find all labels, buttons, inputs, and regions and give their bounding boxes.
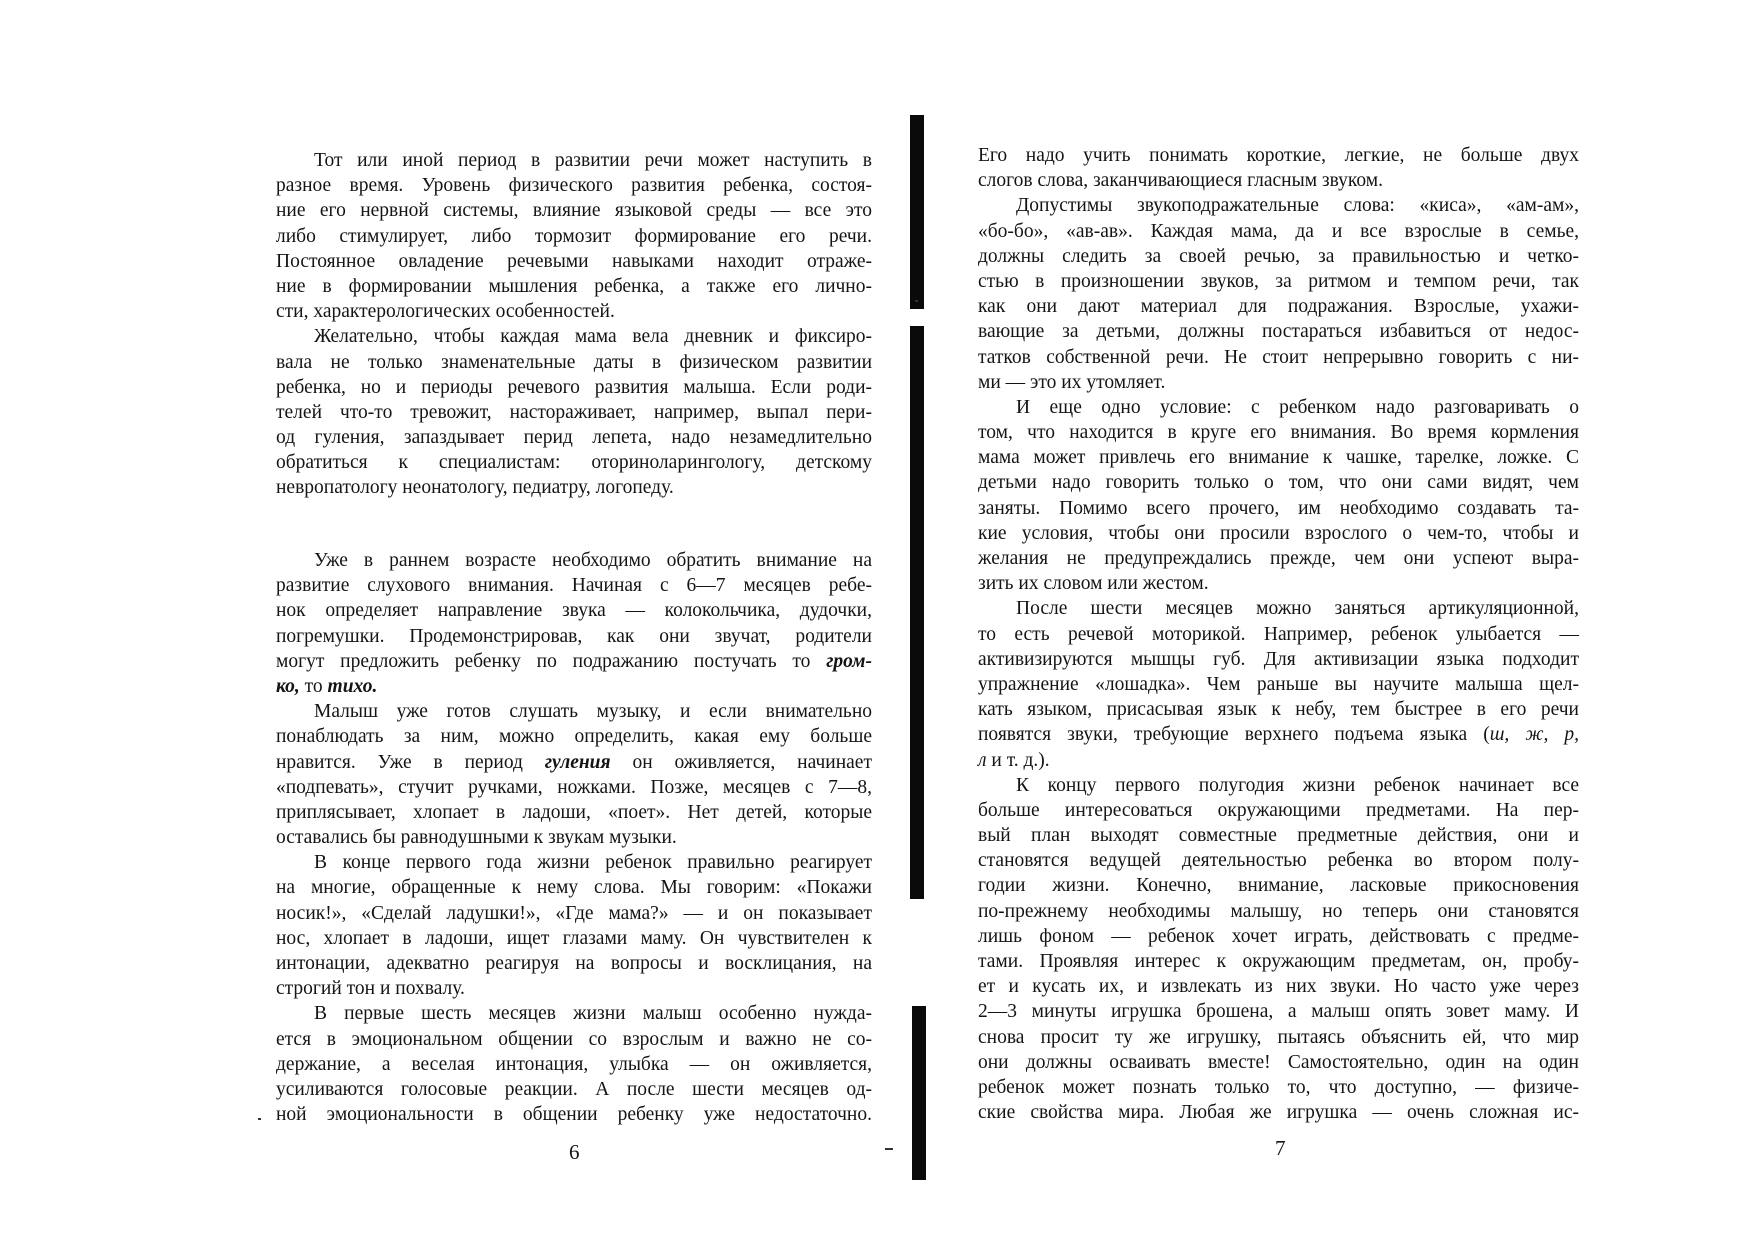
text-line: носик!», «Сделай ладушки!», «Где мама?» — и он показывает: [276, 902, 872, 924]
text-line: Допустимы звукоподражательные слова: «киса», «ам-ам»,: [1016, 195, 1579, 217]
text-line: по-прежнему необходимы малышу, но теперь они становятся: [978, 900, 1579, 922]
text-line: как они дают материал для подражания. Взрослые, ухажи-: [978, 296, 1579, 318]
text-line: ребенка, но и периоды речевого развития малыша. Если роди-: [276, 376, 872, 398]
text-line: должны следить за своей речью, за правильностью и четко-: [978, 245, 1579, 267]
text-line: кие условия, чтобы они просили взрослого о чем-то, чтобы и: [978, 522, 1579, 544]
text-line: погремушки. Продемонстрировав, как они звучат, родители: [276, 625, 872, 647]
text-line: приплясывает, хлопает в ладоши, «поет». Нет детей, которые: [276, 801, 872, 823]
text-line: годии жизни. Конечно, внимание, ласковые прикосновения: [978, 875, 1579, 897]
text-line: И еще одно условие: с ребенком надо разговаривать о: [1016, 396, 1579, 418]
text-line: усиливаются голосовые реакции. А после шести месяцев од-: [276, 1078, 872, 1100]
text-line: К концу первого полугодия жизни ребенок начинает все: [1016, 774, 1579, 796]
text-line: сти, характерологических особенностей.: [276, 301, 615, 323]
text-line: Желательно, чтобы каждая мама вела дневник и фиксиро-: [314, 326, 872, 348]
text-line: они должны осваивать вместе! Самостоятельно, один на один: [978, 1051, 1579, 1073]
emphasized-text: ш, ж, р,: [1489, 724, 1580, 746]
text-line: од гуления, запаздывает перид лепета, надо незамедлительно: [276, 427, 872, 449]
left-page-text-section-2: [276, 548, 872, 1127]
paragraph: [978, 395, 1579, 597]
text-line: вающие за детьми, должны постараться избавиться от недос-: [978, 321, 1579, 343]
text-line: [978, 722, 1579, 747]
paragraph: [276, 850, 872, 1001]
text-line: татков собственной речи. Не стоит непрерывно говорить с ни-: [978, 346, 1579, 368]
text-line: [978, 748, 1579, 773]
right-page-text: [978, 143, 1579, 1125]
paragraph: [978, 193, 1579, 395]
text-line: стью в произношении звуков, за ритмом и темпом речи, так: [978, 270, 1579, 292]
text-segment: могут предложить ребенку по подражанию постучать то: [276, 650, 827, 672]
text-line: интонации, адекватно реагируя на вопросы и восклицания, на: [276, 953, 872, 974]
text-line: «бо-бо», «ав-ав». Каждая мама, да и все взрослые в семье,: [978, 220, 1579, 242]
text-line: «подпевать», стучит ручками, ножками. Позже, месяцев с 7—8,: [276, 776, 872, 798]
paragraph: [276, 699, 872, 850]
book-gutter-shadow: [910, 326, 924, 899]
text-line: Его надо учить понимать короткие, легкие, не больше двух: [978, 145, 1579, 166]
paragraph: [276, 148, 872, 324]
text-line: кать языком, присасывая язык к небу, тем быстрее в его речи: [978, 699, 1579, 721]
page-number-left: 6: [569, 1140, 580, 1164]
text-line: ной эмоциональности в общении ребенку уже недостаточно.: [276, 1104, 872, 1126]
paragraph: [978, 143, 1579, 193]
text-line: оставались бы равнодушными к звукам музыки.: [276, 827, 677, 849]
text-line: упражнение «лошадка». Чем раньше вы научите малыша щел-: [978, 673, 1579, 695]
emphasized-text: ко,: [276, 675, 300, 697]
paragraph: [978, 596, 1579, 772]
text-line: Тот или иной период в развитии речи может наступить в: [314, 150, 872, 171]
text-line: развитие слухового внимания. Начиная с 6—7 месяцев ребе-: [276, 575, 872, 597]
paragraph: [276, 324, 872, 500]
text-line: становятся ведущей деятельностью ребенка во втором полу-: [978, 850, 1579, 872]
text-line: ется в эмоциональном общении со взрослым и важно не со-: [276, 1028, 872, 1050]
emphasized-text: гром-: [826, 650, 872, 672]
text-line: мама может привлечь его внимание к чашке, тарелке, ложке. С: [978, 447, 1579, 469]
scan-speck: [915, 300, 918, 302]
emphasized-text: гуления: [544, 751, 611, 773]
page-number-right: 7: [1275, 1136, 1286, 1160]
text-line: заняты. Помимо всего прочего, им необходимо создавать та-: [978, 497, 1579, 519]
text-line: тами. Проявляя интерес к окружающим предметам, он, пробу-: [978, 951, 1579, 972]
text-line: ние его нервной системы, влияние языковой среды — все это: [276, 200, 872, 222]
text-line: то есть речевой моторикой. Например, ребенок улыбается —: [978, 623, 1579, 645]
text-line: держание, а веселая интонация, улыбка — он оживляется,: [276, 1053, 872, 1075]
text-line: [276, 674, 872, 699]
emphasized-text: тихо.: [327, 675, 378, 697]
paragraph: [978, 773, 1579, 1126]
text-line: снова просит ту же игрушку, пытаясь объяснить ей, что мир: [978, 1026, 1579, 1048]
text-line: лишь фоном — ребенок хочет играть, действовать с предме-: [978, 925, 1579, 947]
text-line: ние в формировании мышления ребенка, а также его лично-: [276, 275, 872, 297]
emphasized-text: л: [978, 749, 987, 771]
text-line: телей что-то тревожит, настораживает, например, выпал пери-: [276, 401, 872, 423]
text-line: том, что находится в круге его внимания. Во время кормления: [978, 422, 1579, 444]
book-gutter-shadow: [912, 1006, 926, 1180]
text-line: обратиться к специалистам: оториноларингологу, детскому: [276, 452, 872, 474]
text-segment: он оживляется, начинает: [610, 751, 872, 773]
text-line: Малыш уже готов слушать музыку, и если внимательно: [314, 701, 872, 723]
text-line: либо стимулирует, либо тормозит формирование его речи.: [276, 225, 872, 247]
text-line: ми — это их утомляет.: [978, 371, 1166, 393]
text-line: [276, 750, 872, 775]
text-segment: нравится. Уже в период: [276, 751, 545, 773]
text-line: ребенок может познать только то, что доступно, — физиче-: [978, 1076, 1579, 1098]
text-line: строгий тон и похвалу.: [276, 978, 465, 1000]
text-line: детьми надо говорить только о том, что они сами видят, чем: [978, 472, 1579, 494]
text-line: ет и кусать их, и извлекать из них звуки. Но часто уже через: [978, 976, 1579, 998]
book-gutter-shadow: [910, 115, 924, 309]
text-line: ские свойства мира. Любая же игрушка — очень сложная ис-: [978, 1102, 1579, 1124]
text-line: 2—3 минуты игрушка брошена, а малыш опять зовет маму. И: [978, 1001, 1579, 1023]
text-segment: и т. д.).: [986, 749, 1050, 771]
text-line: разное время. Уровень физического развития ребенка, состоя-: [276, 175, 872, 197]
text-line: больше интересоваться окружающими предметами. На пер-: [978, 799, 1579, 821]
text-line: [276, 649, 872, 674]
text-line: активизируются мышцы губ. Для активизации языка подходит: [978, 648, 1579, 670]
text-line: Постоянное овладение речевыми навыками находит отраже-: [276, 250, 872, 272]
text-line: После шести месяцев можно заняться артикуляционной,: [1016, 598, 1579, 620]
text-line: вала не только знаменательные даты в физическом развитии: [276, 351, 872, 373]
paragraph: [276, 1001, 872, 1127]
text-line: слогов слова, заканчивающиеся гласным звуком.: [978, 170, 1383, 192]
scan-speck: [258, 1118, 261, 1120]
text-line: вый план выходят совместные предметные действия, они и: [978, 825, 1579, 847]
scan-speck: [885, 1148, 893, 1150]
text-segment: появятся звуки, требующие верхнего подъема языка (: [978, 724, 1490, 746]
left-page-text-section-1: [276, 148, 872, 501]
text-line: нок определяет направление звука — колокольчика, дудочки,: [276, 600, 872, 622]
text-line: на многие, обращенные к нему слова. Мы говорим: «Покажи: [276, 877, 872, 899]
text-segment: то: [299, 675, 328, 697]
text-line: понаблюдать за ним, можно определить, какая ему больше: [276, 726, 872, 748]
text-line: В конце первого года жизни ребенок правильно реагирует: [314, 852, 872, 874]
text-line: зить их словом или жестом.: [978, 573, 1209, 595]
text-line: Уже в раннем возрасте необходимо обратить внимание на: [314, 550, 872, 571]
paragraph: [276, 548, 872, 699]
text-line: нос, хлопает в ладоши, ищет глазами маму. Он чувствителен к: [276, 927, 872, 949]
text-line: невропатологу неонатологу, педиатру, логопеду.: [276, 477, 674, 499]
text-line: желания не предупреждались прежде, чем они успеют выра-: [978, 548, 1579, 569]
text-line: В первые шесть месяцев жизни малыш особенно нужда-: [314, 1003, 872, 1025]
